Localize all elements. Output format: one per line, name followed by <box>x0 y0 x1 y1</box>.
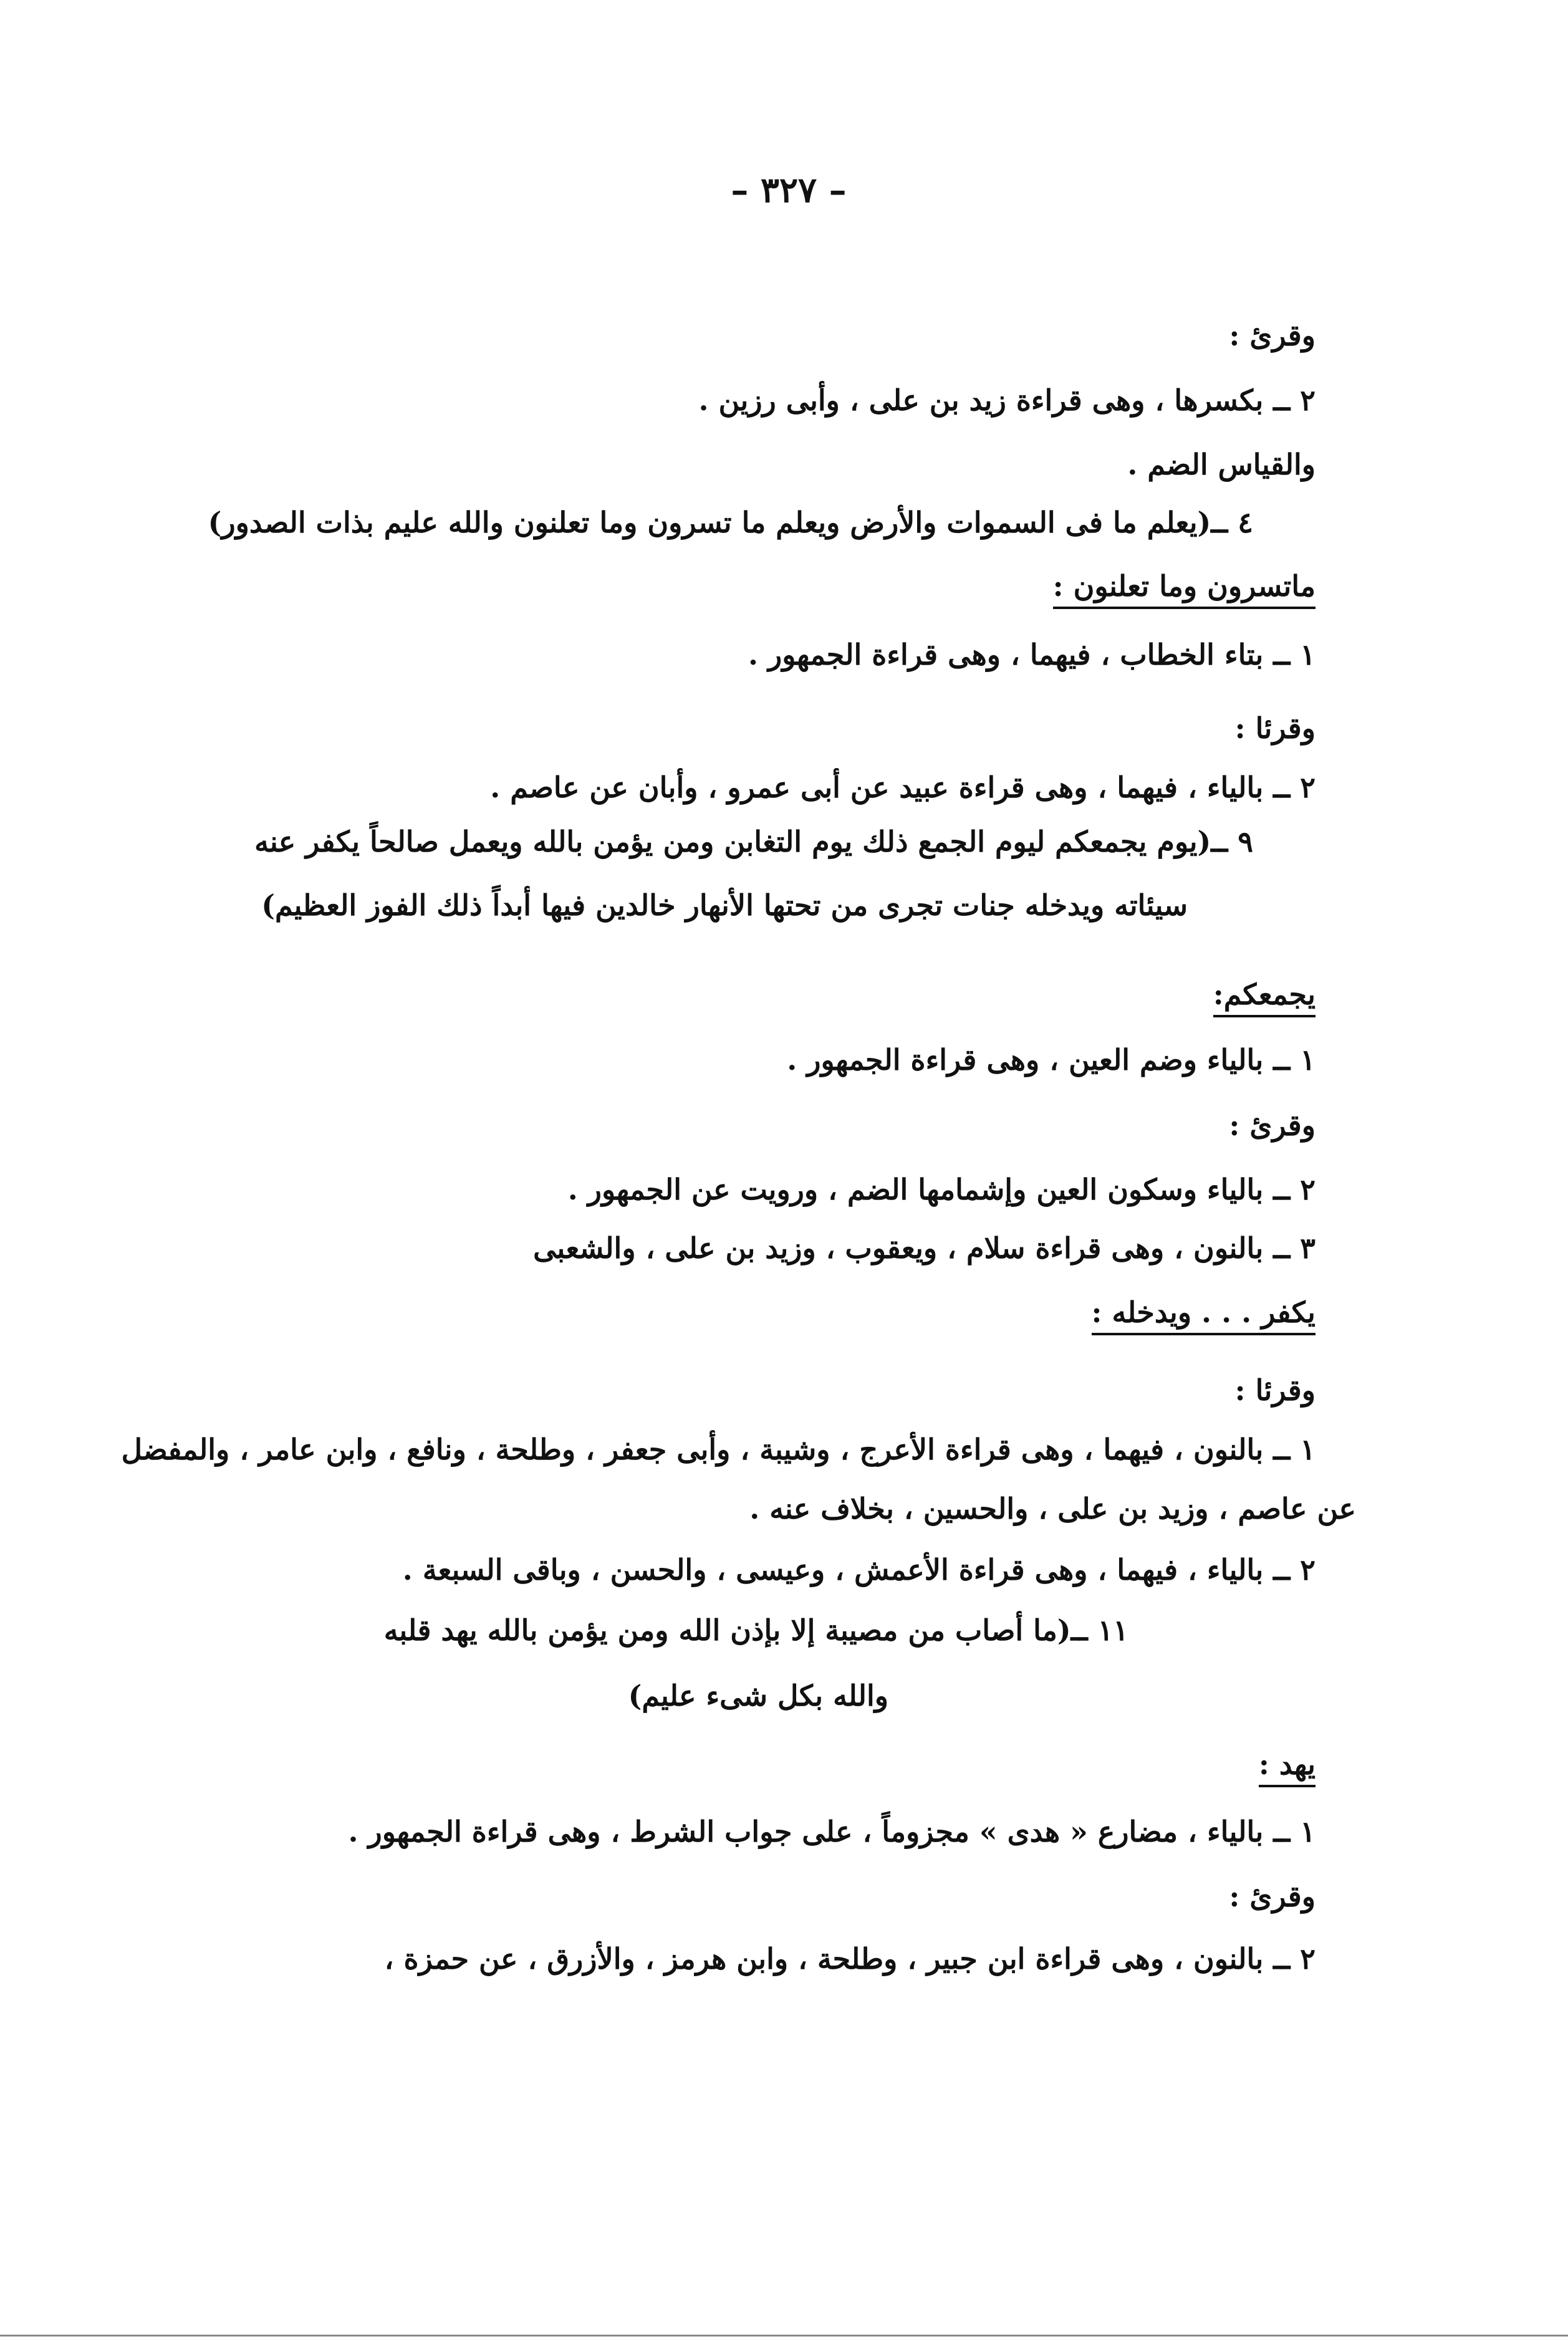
section-heading <box>1092 1294 1315 1331</box>
verse-line: ٤ ــ(يعلم ما فى السموات والأرض ويعلم ما تسرون وما تعلنون والله عليم بذات الصدور) <box>208 506 1253 539</box>
page-number: – ٣٢٧ – <box>731 170 847 211</box>
text-line: عن عاصم ، وزيد بن على ، والحسين ، بخلاف عنه . <box>749 1492 1356 1525</box>
section-heading <box>1213 976 1315 1013</box>
text-line: ١ ــ بالنون ، فيهما ، وهى قراءة الأعرج ، وشيبة ، وأبى جعفر ، وطلحة ، ونافع ، وابن عامر ، والمفضل <box>121 1433 1315 1466</box>
text-line: وقرئا : <box>1234 1373 1315 1407</box>
section-heading <box>1053 567 1315 605</box>
verse-line: سيئاته ويدخله جنات تجرى من تحتها الأنهار خالدين فيها أبداً ذلك الفوز العظيم) <box>261 888 1188 922</box>
text-line: وقرئ : <box>1229 319 1315 352</box>
text-line: ١ ــ بالياء ، مضارع « هدى » مجزوماً ، على جواب الشرط ، وهى قراءة الجمهور . <box>348 1815 1315 1848</box>
verse-line: ١١ ــ(ما أصاب من مصيبة إلا بإذن الله ومن يؤمن بالله يهد قلبه <box>383 1613 1128 1647</box>
section-heading <box>1259 1746 1315 1783</box>
text-line: وقرئا : <box>1234 711 1315 745</box>
heading-text: ماتسرون وما تعلنون : <box>1053 569 1315 609</box>
text-line: ٢ ــ بالياء ، فيهما ، وهى قراءة عبيد عن أبى عمرو ، وأبان عن عاصم . <box>490 771 1315 804</box>
text-line: ١ ــ بالياء وضم العين ، وهى قراءة الجمهور . <box>787 1043 1315 1077</box>
heading-text: يهد : <box>1259 1747 1315 1787</box>
verse-line: والله بكل شىء عليم) <box>628 1679 888 1712</box>
text-line: ٣ ــ بالنون ، وهى قراءة سلام ، ويعقوب ، وزيد بن على ، والشعبى <box>533 1231 1315 1265</box>
page-bottom-rule <box>0 2335 1568 2337</box>
text-line: ٢ ــ بالياء وسكون العين وإشمامها الضم ، ورويت عن الجمهور . <box>567 1173 1315 1206</box>
text-line: ٢ ــ بالياء ، فيهما ، وهى قراءة الأعمش ، وعيسى ، والحسن ، وباقى السبعة . <box>402 1553 1315 1587</box>
heading-text: يكفر . . . ويدخله : <box>1092 1295 1315 1335</box>
text-line: والقياس الضم . <box>1127 448 1315 481</box>
text-line: وقرئ : <box>1229 1880 1315 1913</box>
text-line: ١ ــ بتاء الخطاب ، فيهما ، وهى قراءة الجمهور . <box>748 638 1315 671</box>
text-line: ٢ ــ بالنون ، وهى قراءة ابن جبير ، وطلحة ، وابن هرمز ، والأزرق ، عن حمزة ، <box>384 1942 1315 1976</box>
text-line: ٢ ــ بكسرها ، وهى قراءة زيد بن على ، وأبى رزين . <box>698 383 1315 417</box>
verse-line: ٩ ــ(يوم يجمعكم ليوم الجمع ذلك يوم التغابن ومن يؤمن بالله ويعمل صالحاً يكفر عنه <box>254 825 1253 858</box>
text-line: وقرئ : <box>1229 1108 1315 1142</box>
heading-text: يجمعكم: <box>1213 977 1315 1017</box>
